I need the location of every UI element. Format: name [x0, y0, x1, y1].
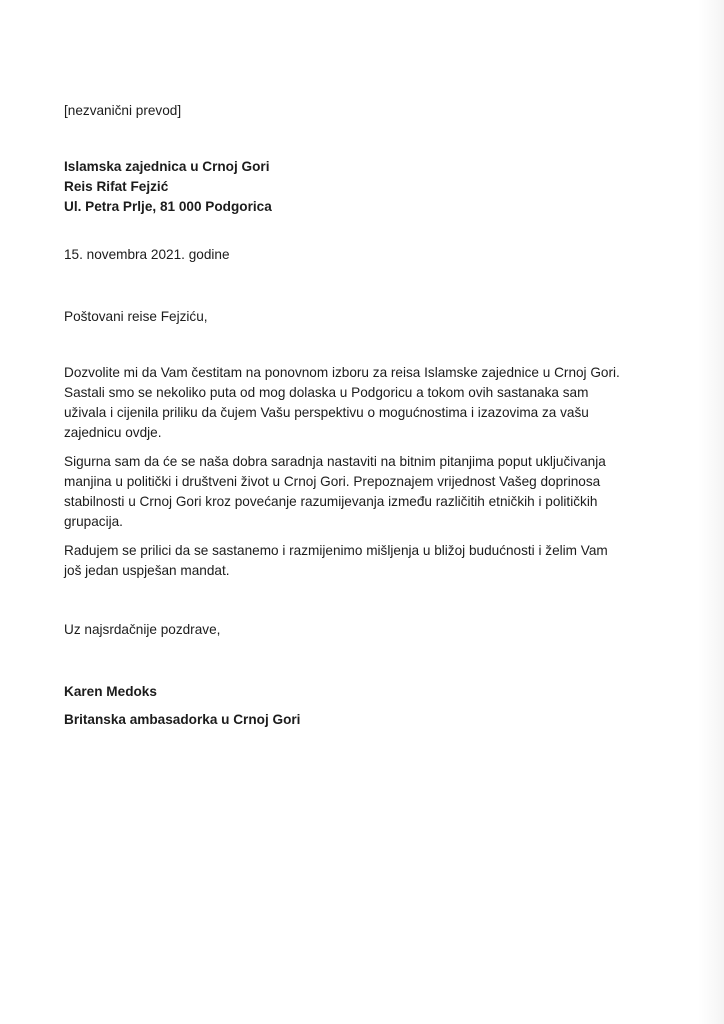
- paragraph-line: uživala i cijenila priliku da čujem Vašu perspektivu o mogućnostima i izazovima za vašu: [64, 405, 589, 420]
- closing: [64, 620, 654, 640]
- translation-note: [64, 101, 654, 121]
- body-paragraph: [64, 363, 654, 443]
- salutation-text: Poštovani reise Fejziću,: [64, 309, 208, 324]
- signer-name-text: Karen Medoks: [64, 684, 157, 699]
- paragraph-line: Radujem se prilici da se sastanemo i razmijenimo mišljenja u bližoj budućnosti i želim Vam: [64, 543, 608, 558]
- letter-date: [64, 245, 654, 265]
- paragraph-line: manjina u politički i društveni život u Crnoj Gori. Prepoznajem vrijednost Vašeg doprinosa: [64, 474, 601, 489]
- paragraph-line: stabilnosti u Crnoj Gori kroz povećanje razumijevanja između različitih etničkih i političkih: [64, 494, 598, 509]
- recipient-address: Ul. Petra Prlje, 81 000 Podgorica: [64, 199, 272, 214]
- paragraph-line: još jedan uspješan mandat.: [64, 563, 230, 578]
- recipient-block: [64, 157, 654, 217]
- recipient-organization: Islamska zajednica u Crnoj Gori: [64, 159, 270, 174]
- paragraph-line: Dozvolite mi da Vam čestitam na ponovnom izboru za reisa Islamske zajednice u Crnoj Gori.: [64, 365, 620, 380]
- body-paragraph: [64, 541, 654, 581]
- paragraph-line: grupacija.: [64, 514, 123, 529]
- paragraph-line: Sastali smo se nekoliko puta od mog dolaska u Podgoricu a tokom ovih sastanaka sam: [64, 385, 589, 400]
- paragraph-line: zajednicu ovdje.: [64, 425, 162, 440]
- closing-text: Uz najsrdačnije pozdrave,: [64, 622, 221, 637]
- translation-note-text: [nezvanični prevod]: [64, 103, 182, 118]
- letter-date-text: 15. novembra 2021. godine: [64, 247, 230, 262]
- paragraph-line: Sigurna sam da će se naša dobra saradnja nastaviti na bitnim pitanjima poput uključivanja: [64, 454, 606, 469]
- recipient-name: Reis Rifat Fejzić: [64, 179, 169, 194]
- signer-name: [64, 682, 654, 702]
- signer-title-text: Britanska ambasadorka u Crnoj Gori: [64, 712, 301, 727]
- body-paragraph: [64, 452, 654, 532]
- salutation: [64, 307, 654, 327]
- signer-title: [64, 710, 654, 730]
